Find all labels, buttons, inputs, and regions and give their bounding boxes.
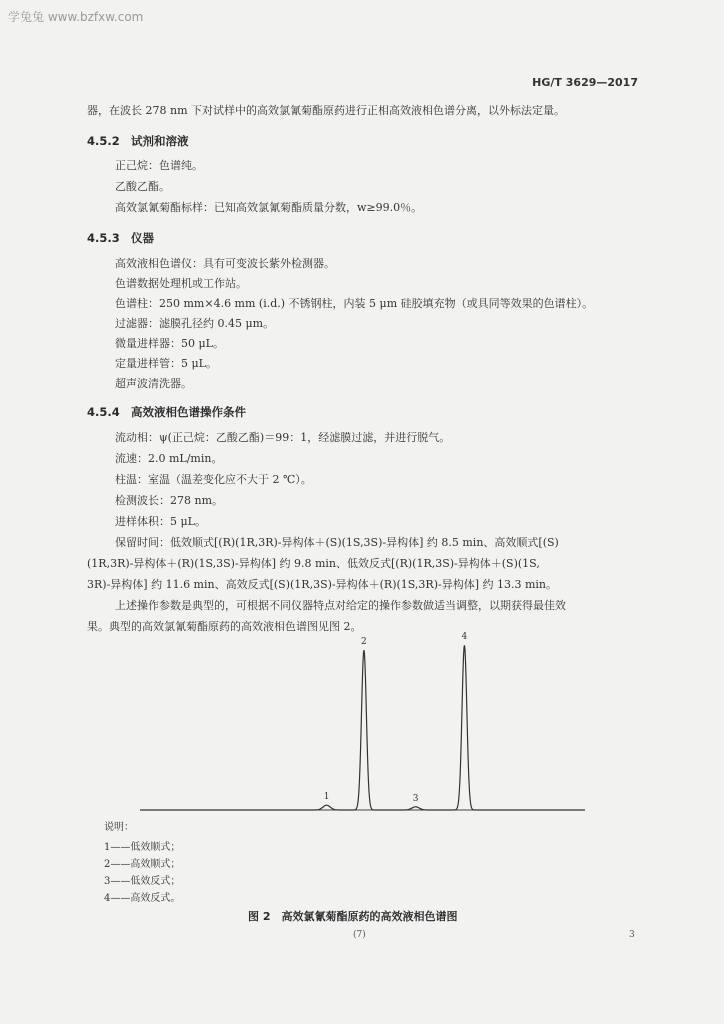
chromatogram-chart <box>140 620 590 820</box>
retention-line: (1R,3R)-异构体＋(R)(1S,3S)-异构体] 约 9.8 min、低效反式[(R)(1R,3S)-异构体＋(S)(1S, <box>87 557 540 570</box>
text-line: 微量进样器：50 μL。 <box>115 337 224 350</box>
legend-item: 1——低效顺式； <box>104 842 181 853</box>
text-line: 高效氯氰菊酯标样：已知高效氯氰菊酯质量分数，w≥99.0％。 <box>115 201 423 214</box>
intro-line: 器，在波长 278 nm 下对试样中的高效氯氰菊酯原药进行正相高效液相色谱分离，以外标法定量。 <box>87 104 565 117</box>
text-line: 高效液相色谱仪：具有可变波长紫外检测器。 <box>115 257 335 270</box>
watermark[interactable]: 学兔兔 www.bzfxw.com <box>8 10 144 24</box>
peak-label: 1 <box>323 792 330 803</box>
legend-item: 4——高效反式。 <box>104 893 181 904</box>
text-line: 过滤器：滤膜孔径约 0.45 μm。 <box>115 317 275 330</box>
text-line: 进样体积：5 μL。 <box>115 515 206 528</box>
text-line: 定量进样管：5 μL。 <box>115 357 217 370</box>
footer-center: (7) <box>353 930 366 940</box>
chromatogram-trace <box>140 645 585 810</box>
legend-item: 2——高效顺式； <box>104 859 181 870</box>
retention-line: 保留时间：低效顺式[(R)(1R,3R)-异构体＋(S)(1S,3S)-异构体] 约 8.5 min、高效顺式[(S) <box>115 536 559 549</box>
section-title: 试剂和溶液 <box>131 134 189 148</box>
peak-layer <box>140 632 585 810</box>
text-line: 流动相：ψ(正己烷：乙酸乙酯)＝99：1，经滤膜过滤，并进行脱气。 <box>115 431 451 444</box>
figure-caption: 图 2 高效氯氰菊酯原药的高效液相色谱图 <box>248 910 458 923</box>
section-title: 高效液相色谱操作条件 <box>131 405 246 419</box>
legend-title: 说明： <box>104 822 134 833</box>
text-line: 柱温：室温（温差变化应不大于 2 ℃）。 <box>115 473 312 486</box>
retention-line: 3R)-异构体] 约 11.6 min、高效反式[(S)(1R,3S)-异构体＋(R)(1S,3R)-异构体] 约 13.3 min。 <box>87 578 558 591</box>
text-line: 色谱数据处理机或工作站。 <box>115 277 247 290</box>
peak-label: 2 <box>361 637 367 647</box>
section-number: 4.5.2 <box>87 134 120 148</box>
text-line: 流速：2.0 mL/min。 <box>115 452 223 465</box>
text-line: 正己烷：色谱纯。 <box>115 159 203 172</box>
section-heading-4-5-2 <box>87 133 189 149</box>
note-line: 果。典型的高效氯氰菊酯原药的高效液相色谱图见图 2。 <box>87 620 362 633</box>
text-line: 乙酸乙酯。 <box>115 180 170 193</box>
note-line: 上述操作参数是典型的，可根据不同仪器特点对给定的操作参数做适当调整，以期获得最佳效 <box>115 599 566 612</box>
section-heading-4-5-4 <box>87 404 246 420</box>
section-number: 4.5.3 <box>87 231 120 245</box>
legend-item: 3——低效反式； <box>104 876 181 887</box>
text-line: 色谱柱：250 mm×4.6 mm (i.d.) 不锈钢柱，内装 5 μm 硅胶填充物（或具同等效果的色谱柱）。 <box>115 297 594 310</box>
section-number: 4.5.4 <box>87 405 120 419</box>
section-title: 仪器 <box>131 231 154 245</box>
text-line: 超声波清洗器。 <box>115 377 192 390</box>
peak-label: 3 <box>412 793 419 804</box>
section-heading-4-5-3 <box>87 230 154 246</box>
text-line: 检测波长：278 nm。 <box>115 494 224 507</box>
standard-code: HG/T 3629—2017 <box>532 76 638 89</box>
peak-label: 4 <box>461 632 468 643</box>
page-number: 3 <box>629 930 635 940</box>
